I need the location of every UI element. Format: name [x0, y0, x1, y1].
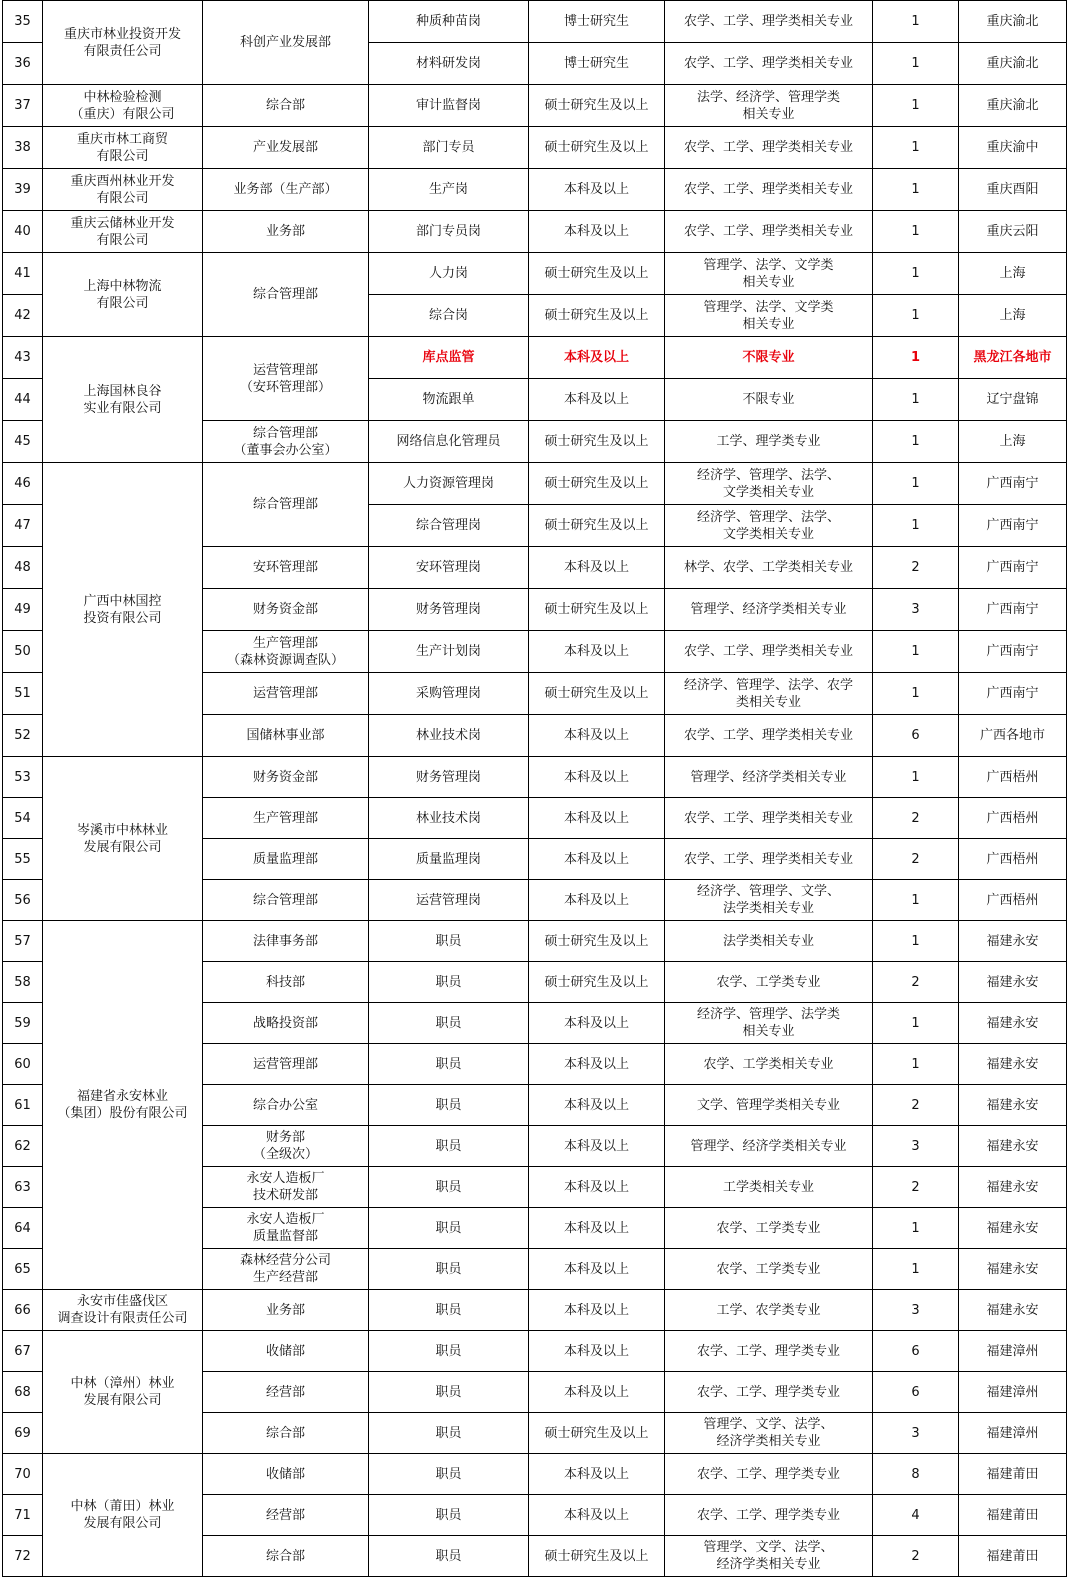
department: 运营管理部 — [203, 1044, 369, 1085]
location: 福建永安 — [959, 1003, 1067, 1044]
headcount: 1 — [873, 631, 959, 673]
major: 农学、工学、理学类相关专业 — [665, 169, 873, 211]
major: 农学、工学、理学类相关专业 — [665, 43, 873, 85]
location: 重庆渝北 — [959, 1, 1067, 43]
education: 硕士研究生及以上 — [529, 295, 665, 337]
row-number: 37 — [3, 85, 43, 127]
row-number: 60 — [3, 1044, 43, 1085]
location: 广西南宁 — [959, 673, 1067, 715]
department: 运营管理部 （安环管理部） — [203, 337, 369, 421]
location: 辽宁盘锦 — [959, 379, 1067, 421]
row-number: 41 — [3, 253, 43, 295]
row-number: 44 — [3, 379, 43, 421]
education: 硕士研究生及以上 — [529, 463, 665, 505]
department: 综合办公室 — [203, 1085, 369, 1126]
position: 职员 — [369, 1536, 529, 1577]
headcount: 6 — [873, 715, 959, 757]
location: 福建莆田 — [959, 1454, 1067, 1495]
headcount: 8 — [873, 1454, 959, 1495]
table-row-highlighted — [3, 337, 1067, 379]
position: 财务管理岗 — [369, 757, 529, 798]
location: 广西南宁 — [959, 631, 1067, 673]
location: 黑龙江各地市 — [959, 337, 1067, 379]
department: 综合管理部 （董事会办公室） — [203, 421, 369, 463]
row-number: 68 — [3, 1372, 43, 1413]
row-number: 49 — [3, 589, 43, 631]
table-row — [3, 921, 1067, 962]
position: 人力资源管理岗 — [369, 463, 529, 505]
position: 职员 — [369, 1044, 529, 1085]
location: 重庆渝北 — [959, 85, 1067, 127]
education: 本科及以上 — [529, 1249, 665, 1290]
headcount: 1 — [873, 379, 959, 421]
location: 福建永安 — [959, 1126, 1067, 1167]
row-number: 55 — [3, 839, 43, 880]
department: 安环管理部 — [203, 547, 369, 589]
headcount: 3 — [873, 1413, 959, 1454]
education: 本科及以上 — [529, 337, 665, 379]
row-number: 36 — [3, 43, 43, 85]
headcount: 1 — [873, 1208, 959, 1249]
position: 职员 — [369, 1413, 529, 1454]
position: 部门专员 — [369, 127, 529, 169]
department: 业务部 — [203, 211, 369, 253]
row-number: 53 — [3, 757, 43, 798]
department: 生产管理部 — [203, 798, 369, 839]
table-row — [3, 211, 1067, 253]
major: 农学、工学、理学类相关专业 — [665, 631, 873, 673]
major: 农学、工学、理学类专业 — [665, 1372, 873, 1413]
headcount: 1 — [873, 295, 959, 337]
position: 物流跟单 — [369, 379, 529, 421]
position: 职员 — [369, 962, 529, 1003]
location: 重庆酉阳 — [959, 169, 1067, 211]
department: 综合管理部 — [203, 880, 369, 921]
row-number: 70 — [3, 1454, 43, 1495]
row-number: 64 — [3, 1208, 43, 1249]
location: 广西南宁 — [959, 589, 1067, 631]
department: 科技部 — [203, 962, 369, 1003]
headcount: 1 — [873, 673, 959, 715]
department: 产业发展部 — [203, 127, 369, 169]
position: 审计监督岗 — [369, 85, 529, 127]
education: 本科及以上 — [529, 631, 665, 673]
location: 福建莆田 — [959, 1536, 1067, 1577]
department: 生产管理部 （森林资源调查队） — [203, 631, 369, 673]
education: 本科及以上 — [529, 211, 665, 253]
company-name: 上海中林物流 有限公司 — [43, 253, 203, 337]
headcount: 6 — [873, 1372, 959, 1413]
position: 职员 — [369, 1167, 529, 1208]
row-number: 35 — [3, 1, 43, 43]
position: 材料研发岗 — [369, 43, 529, 85]
headcount: 1 — [873, 127, 959, 169]
table-row — [3, 1290, 1067, 1331]
position: 林业技术岗 — [369, 798, 529, 839]
location: 重庆渝中 — [959, 127, 1067, 169]
education: 本科及以上 — [529, 1208, 665, 1249]
department: 综合管理部 — [203, 253, 369, 337]
education: 本科及以上 — [529, 1085, 665, 1126]
major: 经济学、管理学、法学类 相关专业 — [665, 1003, 873, 1044]
location: 福建永安 — [959, 1249, 1067, 1290]
location: 上海 — [959, 421, 1067, 463]
education: 硕士研究生及以上 — [529, 1536, 665, 1577]
education: 本科及以上 — [529, 1331, 665, 1372]
major: 农学、工学、理学类相关专业 — [665, 715, 873, 757]
company-name: 中林（漳州）林业 发展有限公司 — [43, 1331, 203, 1454]
department: 经营部 — [203, 1495, 369, 1536]
major: 管理学、经济学类相关专业 — [665, 589, 873, 631]
headcount: 1 — [873, 1, 959, 43]
position: 部门专员岗 — [369, 211, 529, 253]
row-number: 56 — [3, 880, 43, 921]
position: 职员 — [369, 1331, 529, 1372]
major: 农学、工学、理学类相关专业 — [665, 798, 873, 839]
major: 农学、工学类专业 — [665, 1249, 873, 1290]
position: 质量监理岗 — [369, 839, 529, 880]
position: 运营管理岗 — [369, 880, 529, 921]
major: 文学、管理学类相关专业 — [665, 1085, 873, 1126]
education: 本科及以上 — [529, 1003, 665, 1044]
table-row — [3, 253, 1067, 295]
row-number: 42 — [3, 295, 43, 337]
position: 综合管理岗 — [369, 505, 529, 547]
table-row — [3, 85, 1067, 127]
education: 本科及以上 — [529, 880, 665, 921]
education: 本科及以上 — [529, 715, 665, 757]
department: 业务部（生产部） — [203, 169, 369, 211]
major: 农学、工学、理学类专业 — [665, 1454, 873, 1495]
location: 广西南宁 — [959, 505, 1067, 547]
row-number: 47 — [3, 505, 43, 547]
education: 硕士研究生及以上 — [529, 962, 665, 1003]
department: 国储林事业部 — [203, 715, 369, 757]
department: 财务资金部 — [203, 589, 369, 631]
position: 职员 — [369, 1249, 529, 1290]
row-number: 58 — [3, 962, 43, 1003]
headcount: 4 — [873, 1495, 959, 1536]
position: 职员 — [369, 921, 529, 962]
row-number: 51 — [3, 673, 43, 715]
major: 管理学、文学、法学、 经济学类相关专业 — [665, 1536, 873, 1577]
position: 职员 — [369, 1003, 529, 1044]
department: 收储部 — [203, 1454, 369, 1495]
major: 管理学、文学、法学、 经济学类相关专业 — [665, 1413, 873, 1454]
department: 收储部 — [203, 1331, 369, 1372]
education: 硕士研究生及以上 — [529, 921, 665, 962]
department: 森林经营分公司 生产经营部 — [203, 1249, 369, 1290]
row-number: 50 — [3, 631, 43, 673]
location: 广西各地市 — [959, 715, 1067, 757]
headcount: 6 — [873, 1331, 959, 1372]
position: 种质种苗岗 — [369, 1, 529, 43]
major: 工学、理学类专业 — [665, 421, 873, 463]
headcount: 2 — [873, 798, 959, 839]
major: 农学、工学类相关专业 — [665, 1044, 873, 1085]
major: 不限专业 — [665, 337, 873, 379]
row-number: 43 — [3, 337, 43, 379]
position: 职员 — [369, 1126, 529, 1167]
education: 硕士研究生及以上 — [529, 505, 665, 547]
row-number: 63 — [3, 1167, 43, 1208]
table-row — [3, 127, 1067, 169]
location: 福建漳州 — [959, 1413, 1067, 1454]
row-number: 62 — [3, 1126, 43, 1167]
education: 硕士研究生及以上 — [529, 1413, 665, 1454]
headcount: 1 — [873, 211, 959, 253]
location: 福建永安 — [959, 921, 1067, 962]
department: 综合部 — [203, 1536, 369, 1577]
headcount: 1 — [873, 169, 959, 211]
department: 综合管理部 — [203, 463, 369, 547]
education: 本科及以上 — [529, 1167, 665, 1208]
department: 法律事务部 — [203, 921, 369, 962]
headcount: 1 — [873, 757, 959, 798]
major: 工学类相关专业 — [665, 1167, 873, 1208]
row-number: 69 — [3, 1413, 43, 1454]
education: 硕士研究生及以上 — [529, 421, 665, 463]
company-name: 重庆市林工商贸 有限公司 — [43, 127, 203, 169]
headcount: 1 — [873, 421, 959, 463]
position: 综合岗 — [369, 295, 529, 337]
education: 本科及以上 — [529, 1126, 665, 1167]
major: 工学、农学类专业 — [665, 1290, 873, 1331]
headcount: 1 — [873, 463, 959, 505]
position: 生产岗 — [369, 169, 529, 211]
education: 硕士研究生及以上 — [529, 85, 665, 127]
major: 农学、工学、理学类相关专业 — [665, 839, 873, 880]
location: 福建永安 — [959, 1044, 1067, 1085]
major: 农学、工学、理学类专业 — [665, 1331, 873, 1372]
major: 经济学、管理学、法学、 文学类相关专业 — [665, 463, 873, 505]
major: 法学、经济学、管理学类 相关专业 — [665, 85, 873, 127]
location: 福建永安 — [959, 1290, 1067, 1331]
row-number: 66 — [3, 1290, 43, 1331]
department: 质量监理部 — [203, 839, 369, 880]
education: 硕士研究生及以上 — [529, 127, 665, 169]
department: 综合部 — [203, 85, 369, 127]
location: 广西梧州 — [959, 880, 1067, 921]
major: 林学、农学、工学类相关专业 — [665, 547, 873, 589]
major: 农学、工学、理学类相关专业 — [665, 127, 873, 169]
department: 永安人造板厂 质量监督部 — [203, 1208, 369, 1249]
major: 农学、工学、理学类相关专业 — [665, 1, 873, 43]
position: 林业技术岗 — [369, 715, 529, 757]
table-row — [3, 757, 1067, 798]
department: 综合部 — [203, 1413, 369, 1454]
education: 本科及以上 — [529, 1495, 665, 1536]
headcount: 2 — [873, 1536, 959, 1577]
position: 职员 — [369, 1372, 529, 1413]
row-number: 57 — [3, 921, 43, 962]
major: 农学、工学类专业 — [665, 1208, 873, 1249]
department: 财务资金部 — [203, 757, 369, 798]
table-row — [3, 1331, 1067, 1372]
headcount: 2 — [873, 547, 959, 589]
job-listing-table — [2, 0, 1067, 1577]
department: 科创产业发展部 — [203, 1, 369, 85]
headcount: 1 — [873, 921, 959, 962]
education: 博士研究生 — [529, 1, 665, 43]
position: 库点监管 — [369, 337, 529, 379]
headcount: 3 — [873, 1126, 959, 1167]
location: 广西梧州 — [959, 839, 1067, 880]
headcount: 1 — [873, 85, 959, 127]
company-name: 福建省永安林业 （集团）股份有限公司 — [43, 921, 203, 1290]
position: 网络信息化管理员 — [369, 421, 529, 463]
headcount: 1 — [873, 43, 959, 85]
row-number: 39 — [3, 169, 43, 211]
table-row — [3, 1, 1067, 43]
location: 广西梧州 — [959, 798, 1067, 839]
location: 福建永安 — [959, 1167, 1067, 1208]
headcount: 1 — [873, 1044, 959, 1085]
department: 经营部 — [203, 1372, 369, 1413]
major: 经济学、管理学、文学、 法学类相关专业 — [665, 880, 873, 921]
major: 管理学、法学、文学类 相关专业 — [665, 253, 873, 295]
location: 上海 — [959, 253, 1067, 295]
company-name: 重庆酉州林业开发 有限公司 — [43, 169, 203, 211]
education: 硕士研究生及以上 — [529, 253, 665, 295]
row-number: 59 — [3, 1003, 43, 1044]
location: 广西南宁 — [959, 463, 1067, 505]
major: 经济学、管理学、法学、 文学类相关专业 — [665, 505, 873, 547]
education: 本科及以上 — [529, 839, 665, 880]
row-number: 52 — [3, 715, 43, 757]
education: 硕士研究生及以上 — [529, 589, 665, 631]
major: 农学、工学、理学类专业 — [665, 1495, 873, 1536]
headcount: 1 — [873, 1003, 959, 1044]
company-name: 重庆云储林业开发 有限公司 — [43, 211, 203, 253]
position: 职员 — [369, 1495, 529, 1536]
department: 财务部 （全级次） — [203, 1126, 369, 1167]
education: 本科及以上 — [529, 1372, 665, 1413]
row-number: 40 — [3, 211, 43, 253]
education: 硕士研究生及以上 — [529, 673, 665, 715]
headcount: 2 — [873, 962, 959, 1003]
department: 运营管理部 — [203, 673, 369, 715]
row-number: 72 — [3, 1536, 43, 1577]
major: 经济学、管理学、法学、农学 类相关专业 — [665, 673, 873, 715]
location: 重庆云阳 — [959, 211, 1067, 253]
education: 本科及以上 — [529, 1044, 665, 1085]
row-number: 61 — [3, 1085, 43, 1126]
education: 本科及以上 — [529, 379, 665, 421]
position: 安环管理岗 — [369, 547, 529, 589]
company-name: 永安市佳盛伐区 调查设计有限责任公司 — [43, 1290, 203, 1331]
location: 上海 — [959, 295, 1067, 337]
table-row — [3, 169, 1067, 211]
headcount: 1 — [873, 505, 959, 547]
company-name: 中林（莆田）林业 发展有限公司 — [43, 1454, 203, 1577]
position: 职员 — [369, 1454, 529, 1495]
headcount: 1 — [873, 880, 959, 921]
location: 福建漳州 — [959, 1331, 1067, 1372]
major: 农学、工学类专业 — [665, 962, 873, 1003]
education: 本科及以上 — [529, 1290, 665, 1331]
major: 管理学、经济学类相关专业 — [665, 757, 873, 798]
company-name: 重庆市林业投资开发 有限责任公司 — [43, 1, 203, 85]
education: 本科及以上 — [529, 757, 665, 798]
major: 管理学、法学、文学类 相关专业 — [665, 295, 873, 337]
row-number: 48 — [3, 547, 43, 589]
row-number: 54 — [3, 798, 43, 839]
location: 福建永安 — [959, 1085, 1067, 1126]
major: 法学类相关专业 — [665, 921, 873, 962]
department: 业务部 — [203, 1290, 369, 1331]
location: 重庆渝北 — [959, 43, 1067, 85]
location: 福建漳州 — [959, 1372, 1067, 1413]
education: 本科及以上 — [529, 169, 665, 211]
row-number: 71 — [3, 1495, 43, 1536]
headcount: 1 — [873, 1249, 959, 1290]
education: 本科及以上 — [529, 1454, 665, 1495]
headcount: 1 — [873, 337, 959, 379]
company-name: 岑溪市中林林业 发展有限公司 — [43, 757, 203, 921]
position: 人力岗 — [369, 253, 529, 295]
position: 财务管理岗 — [369, 589, 529, 631]
education: 本科及以上 — [529, 547, 665, 589]
location: 福建永安 — [959, 962, 1067, 1003]
row-number: 67 — [3, 1331, 43, 1372]
major: 农学、工学、理学类相关专业 — [665, 211, 873, 253]
company-name: 中林检验检测 （重庆）有限公司 — [43, 85, 203, 127]
position: 职员 — [369, 1208, 529, 1249]
row-number: 45 — [3, 421, 43, 463]
row-number: 65 — [3, 1249, 43, 1290]
major: 管理学、经济学类相关专业 — [665, 1126, 873, 1167]
headcount: 3 — [873, 589, 959, 631]
department: 永安人造板厂 技术研发部 — [203, 1167, 369, 1208]
position: 采购管理岗 — [369, 673, 529, 715]
headcount: 2 — [873, 1167, 959, 1208]
education: 博士研究生 — [529, 43, 665, 85]
row-number: 38 — [3, 127, 43, 169]
headcount: 2 — [873, 839, 959, 880]
position: 职员 — [369, 1290, 529, 1331]
location: 广西南宁 — [959, 547, 1067, 589]
headcount: 2 — [873, 1085, 959, 1126]
table-row — [3, 1454, 1067, 1495]
position: 职员 — [369, 1085, 529, 1126]
company-name: 广西中林国控 投资有限公司 — [43, 463, 203, 757]
location: 福建永安 — [959, 1208, 1067, 1249]
department: 战略投资部 — [203, 1003, 369, 1044]
location: 福建莆田 — [959, 1495, 1067, 1536]
headcount: 3 — [873, 1290, 959, 1331]
table-row — [3, 463, 1067, 505]
education: 本科及以上 — [529, 798, 665, 839]
position: 生产计划岗 — [369, 631, 529, 673]
row-number: 46 — [3, 463, 43, 505]
company-name: 上海国林良谷 实业有限公司 — [43, 337, 203, 463]
major: 不限专业 — [665, 379, 873, 421]
headcount: 1 — [873, 253, 959, 295]
location: 广西梧州 — [959, 757, 1067, 798]
